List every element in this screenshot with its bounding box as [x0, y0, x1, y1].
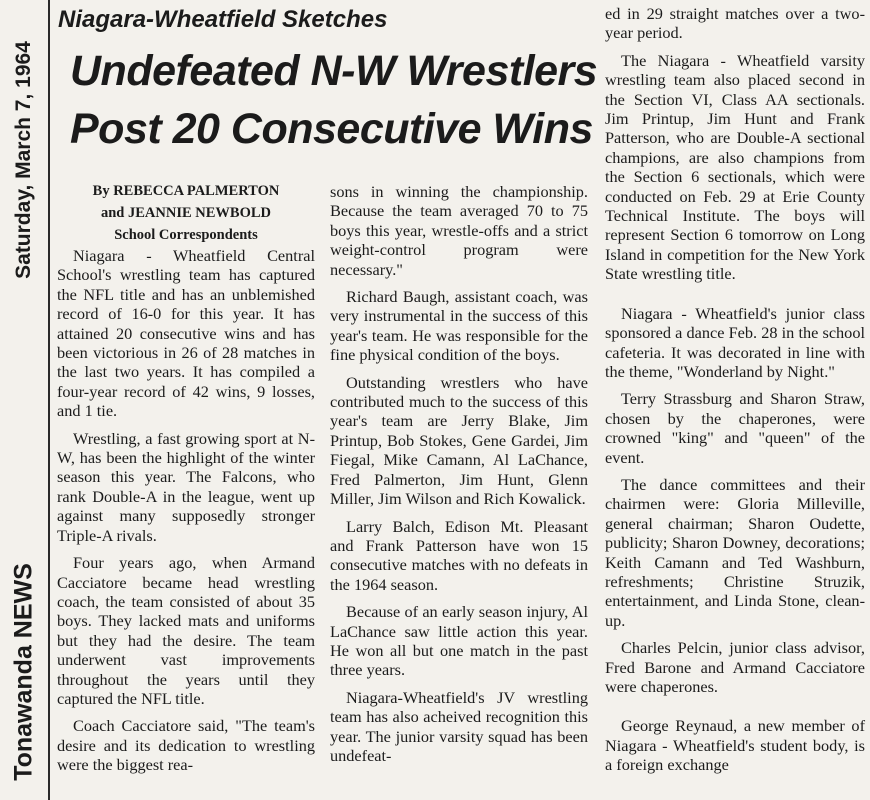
paragraph: Charles Pelcin, junior class advisor, Fred Barone and Armand Cacciatore were chaperones.	[605, 638, 865, 696]
paragraph: The Niagara - Wheatfield varsity wrestling team also placed second in the Section VI, Class AA sectionals. Jim Printup, Jim Hunt and Frank Patterson, who are Double-A sectional champions, are also champions from the Section 6 sectionals, which were conducted on Feb. 29 at Erie County Technical Institute. The boys will represent Section 6 tomorrow on Long Island in competition for the New York State wrestling title.	[605, 50, 865, 284]
byline-author-2: and JEANNIE NEWBOLD	[100, 205, 271, 221]
paragraph: The dance committees and their chairmen were: Gloria Milleville, general chairman; Sharon Oudette, publicity; Sharon Downey, decorations; Keith Camann and Ted Washburn, refreshments; Christine Struzik, entertainment, and Linda Stone, clean-up.	[605, 474, 865, 630]
paragraph: Larry Balch, Edison Mt. Pleasant and Frank Patterson have won 15 consecutive matches with no defeats in the 1964 season.	[330, 516, 588, 594]
paragraph: sons in winning the championship. Because the team averaged 70 to 75 boys this year, wrestle-offs and a strict weight-control program were necessary."	[330, 182, 588, 279]
section-break	[605, 292, 865, 304]
paragraph: Wrestling, a fast growing sport at N-W, has been the highlight of the winter season this year. The Falcons, who rank Double-A in the league, went up against many supposedly stronger Triple-A rivals.	[57, 428, 315, 545]
section-break	[605, 704, 865, 716]
paragraph: George Reynaud, a new member of Niagara - Wheatfield's student body, is a foreign exchange	[605, 716, 865, 775]
newspaper-name: Tonawanda NEWS	[9, 563, 38, 781]
column-rule	[48, 0, 50, 800]
paragraph: Richard Baugh, assistant coach, was very instrumental in the success of this year's team. He was responsible for the fine physical condition of the boys.	[330, 287, 588, 365]
edition-date: Saturday, March 7, 1964	[12, 41, 35, 279]
byline-author-1: By REBECCA PALMERTON	[92, 183, 280, 199]
article-column-3	[605, 4, 865, 783]
paragraph: Niagara - Wheatfield's junior class sponsored a dance Feb. 28 in the school cafeteria. It was decorated in line with the theme, "Wonderland by Night."	[605, 303, 865, 381]
paragraph: Coach Cacciatore said, "The team's desire and its dedication to wrestling were the biggest rea-	[57, 716, 315, 775]
paragraph: Because of an early season injury, Al LaChance saw little action this year. He won all but one match in the past three years.	[330, 602, 588, 680]
article-column-1	[57, 180, 315, 783]
paragraph: Four years ago, when Armand Cacciatore became head wrestling coach, the team consisted of about 35 boys. They lacked mats and uniforms but they had the desire. The team underwent vast improvements throughout the years until they captured the NFL title.	[57, 553, 315, 708]
paragraph: ed in 29 straight matches over a two-year period.	[605, 4, 865, 43]
paragraph: Niagara-Wheatfield's JV wrestling team has also acheived recognition this year. The junior varsity squad has been undefeat-	[330, 687, 588, 765]
paragraph: Outstanding wrestlers who have contributed much to the success of this year's team are Jerry Blake, Jim Printup, Bob Stokes, Gene Gardei, Jim Fiegal, Mike Camann, Al LaChance, Fred Palmerton, Jim Hunt, Glenn Miller, Jim Wilson and Rich Kowalick.	[330, 372, 588, 509]
paragraph: Terry Strassburg and Sharon Straw, chosen by the chaperones, were crowned "king" and "queen" of the event.	[605, 389, 865, 467]
article-column-2	[330, 182, 588, 773]
side-strip	[0, 0, 48, 800]
paragraph: Niagara - Wheatfield Central School's wrestling team has captured the NFL title and has an unblemished record of 16-0 for this year. It has attained 20 consecutive wins and has been victorious in 26 of 28 matches in the last two years. It has compiled a four-year record of 42 wins, 9 losses, and 1 tie.	[57, 246, 315, 421]
section-kicker: Niagara-Wheatfield Sketches	[58, 6, 388, 33]
headline	[70, 42, 600, 158]
headline-line-2: Post 20 Consecutive Wins	[70, 105, 593, 153]
byline-role: School Correspondents	[114, 227, 258, 243]
byline	[57, 180, 315, 246]
headline-line-1: Undefeated N-W Wrestlers	[70, 47, 598, 95]
